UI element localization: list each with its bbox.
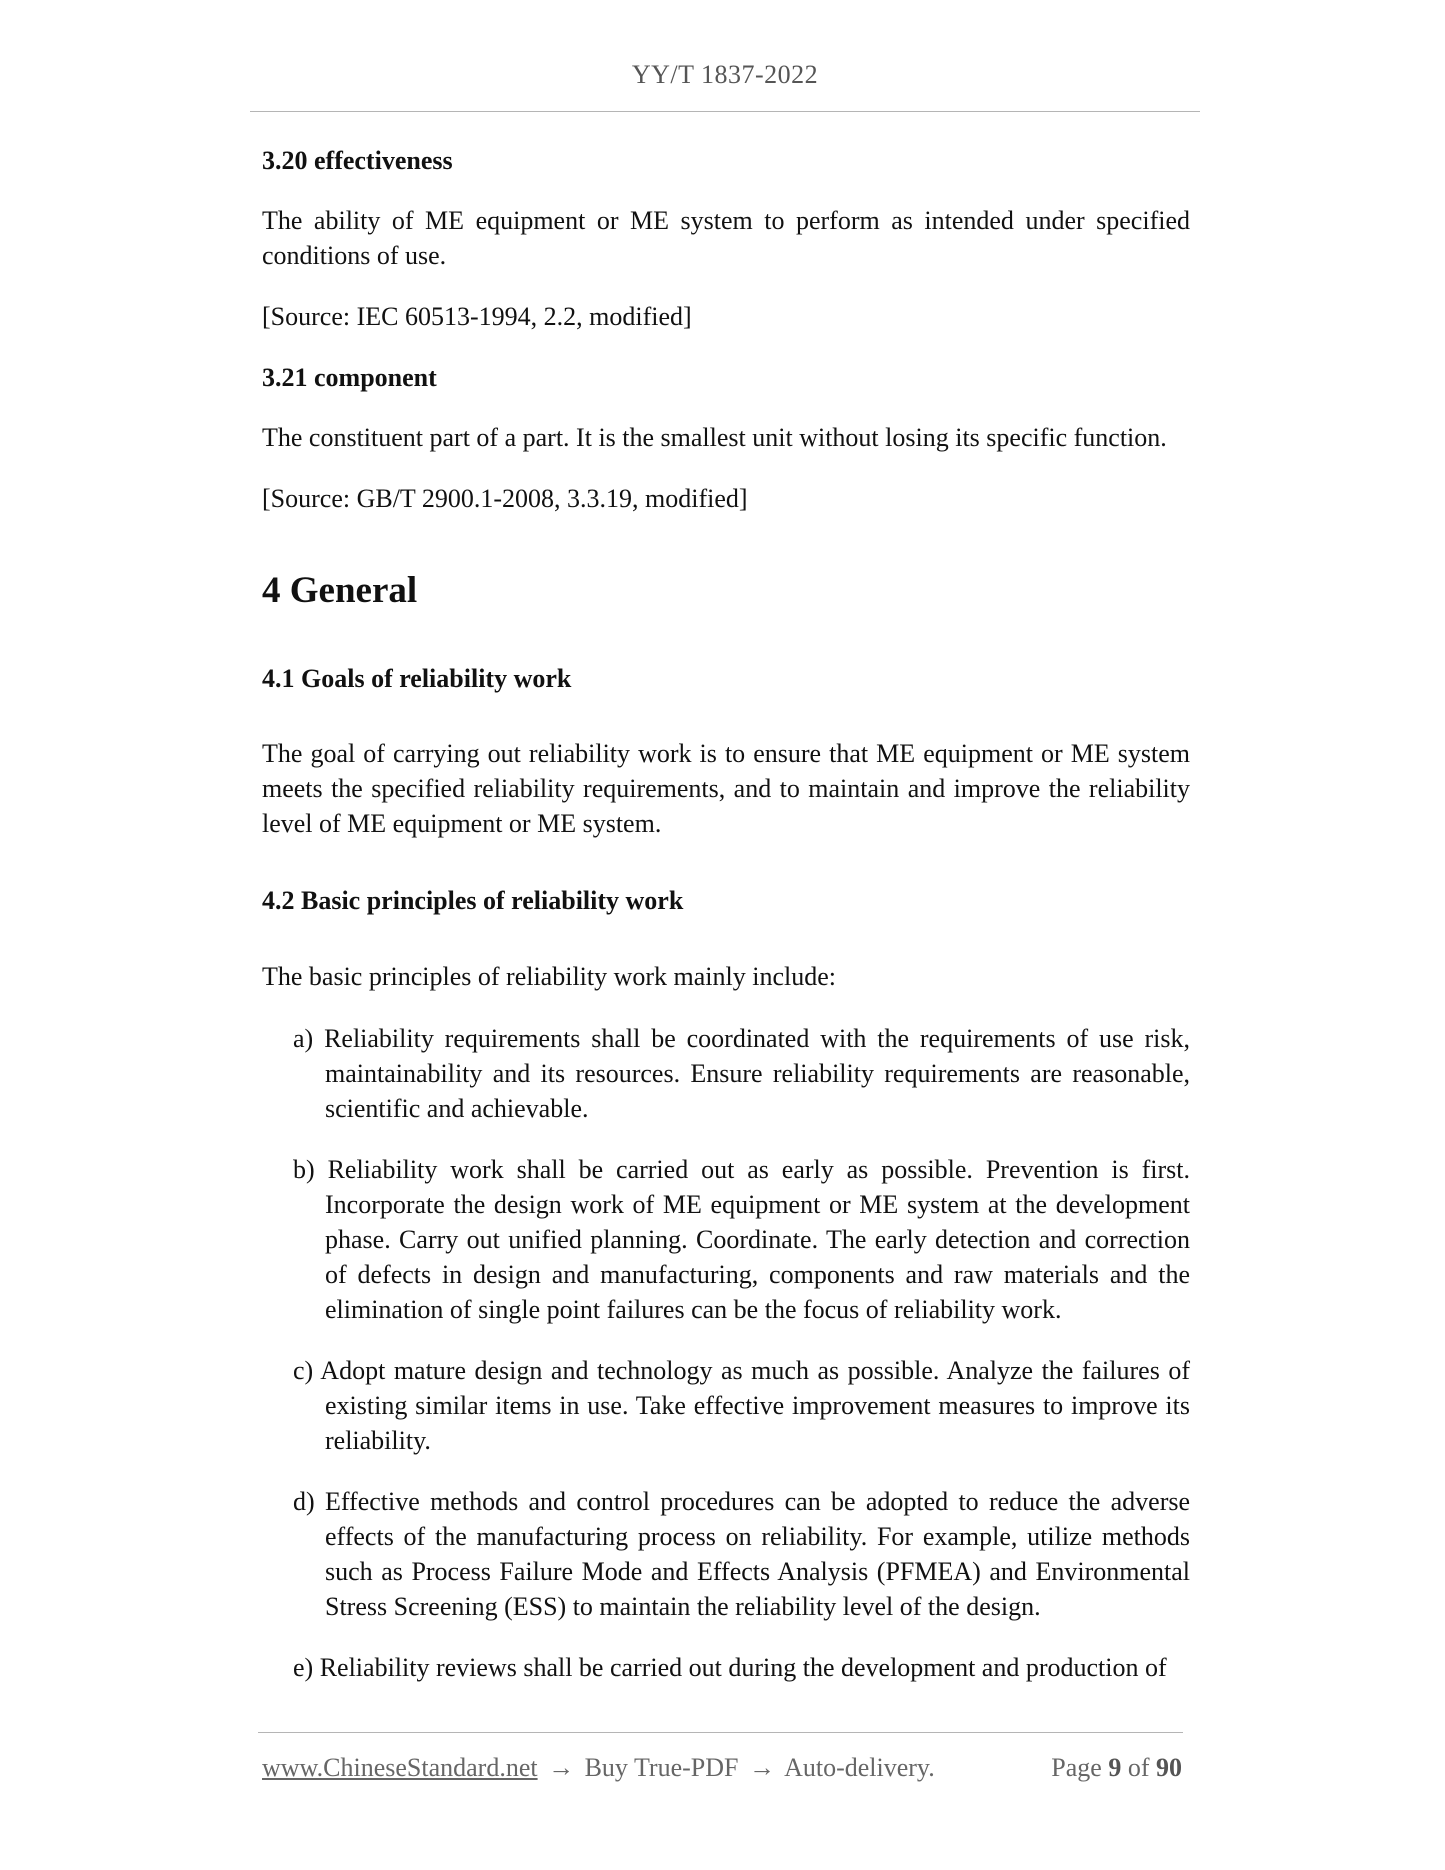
- list-item-text: Adopt mature design and technology as much as possible. Analyze the failures of existing similar items in use. Take effective improvement measures to improve its reliability.: [320, 1356, 1190, 1455]
- page-label: Page: [1051, 1753, 1102, 1782]
- term-3-21-definition: The constituent part of a part. It is the smallest unit without losing its specific function.: [262, 423, 1167, 452]
- principles-list: [262, 1021, 1190, 1685]
- list-item-text: Effective methods and control procedures can be adopted to reduce the adverse effects of the manufacturing process on reliability. For example, utilize methods such as Process Failure Mode and Effects Analysis (PFMEA) and Environmental Stress Screening (ESS) to maintain the reliability level of the design.: [324, 1487, 1191, 1621]
- term-3-21-title: 3.21 component: [262, 363, 437, 392]
- list-marker: a): [293, 1024, 314, 1053]
- list-item: [262, 1021, 1190, 1126]
- term-3-20-definition: The ability of ME equipment or ME system to perform as intended under specified conditions of use.: [262, 206, 1190, 270]
- list-item-text: Reliability requirements shall be coordinated with the requirements of use risk, maintainability and its resources. Ensure reliability requirements are reasonable, scientific and achievable.: [324, 1024, 1191, 1123]
- footer-promo: [262, 1753, 935, 1783]
- list-item: [262, 1353, 1190, 1458]
- site-link[interactable]: www.ChineseStandard.net: [262, 1753, 538, 1782]
- buy-pdf-text: Buy True-PDF: [584, 1753, 739, 1782]
- doc-code: YY/T 1837-2022: [631, 60, 819, 89]
- page-number: 9: [1108, 1753, 1122, 1782]
- list-marker: c): [293, 1356, 314, 1385]
- of-label: of: [1127, 1753, 1150, 1782]
- header-divider: [250, 111, 1200, 112]
- list-item: [262, 1152, 1190, 1327]
- page-header: [250, 60, 1200, 90]
- list-item-text: Reliability reviews shall be carried out during the development and production of: [319, 1653, 1167, 1682]
- list-item: [262, 1484, 1190, 1624]
- list-item-text: Reliability work shall be carried out as early as possible. Prevention is first. Incorporate the design work of ME equipment or ME system at the development phase. Carry out unified planning. Coordinate. The early detection and correction of defects in design and manufacturing, components and raw materials and the elimination of single point failures can be the focus of reliability work.: [325, 1155, 1190, 1324]
- page-counter: [1051, 1753, 1182, 1783]
- section-4-2-intro: The basic principles of reliability work mainly include:: [262, 962, 837, 991]
- auto-delivery-text: Auto-delivery.: [784, 1753, 935, 1782]
- list-item: [262, 1650, 1190, 1685]
- section-4-1-heading: 4.1 Goals of reliability work: [262, 664, 572, 693]
- arrow-right-icon: →: [749, 1753, 775, 1782]
- footer-divider: [258, 1732, 1183, 1733]
- list-marker: b): [293, 1155, 315, 1184]
- term-3-20-title: 3.20 effectiveness: [262, 146, 453, 175]
- total-pages: 90: [1156, 1753, 1182, 1782]
- section-4-1-body: The goal of carrying out reliability work is to ensure that ME equipment or ME system meets the specified reliability requirements, and to maintain and improve the reliability level of ME equipment or ME system.: [262, 739, 1190, 838]
- main-content: [262, 135, 1190, 1711]
- chapter-4-heading: 4 General: [262, 570, 418, 611]
- section-4-2-heading: 4.2 Basic principles of reliability work: [262, 886, 684, 915]
- list-marker: d): [293, 1487, 315, 1516]
- term-3-21-source: [Source: GB/T 2900.1-2008, 3.3.19, modified]: [262, 484, 748, 513]
- term-3-20-source: [Source: IEC 60513-1994, 2.2, modified]: [262, 302, 692, 331]
- arrow-right-icon: →: [548, 1753, 575, 1782]
- list-marker: e): [293, 1653, 314, 1682]
